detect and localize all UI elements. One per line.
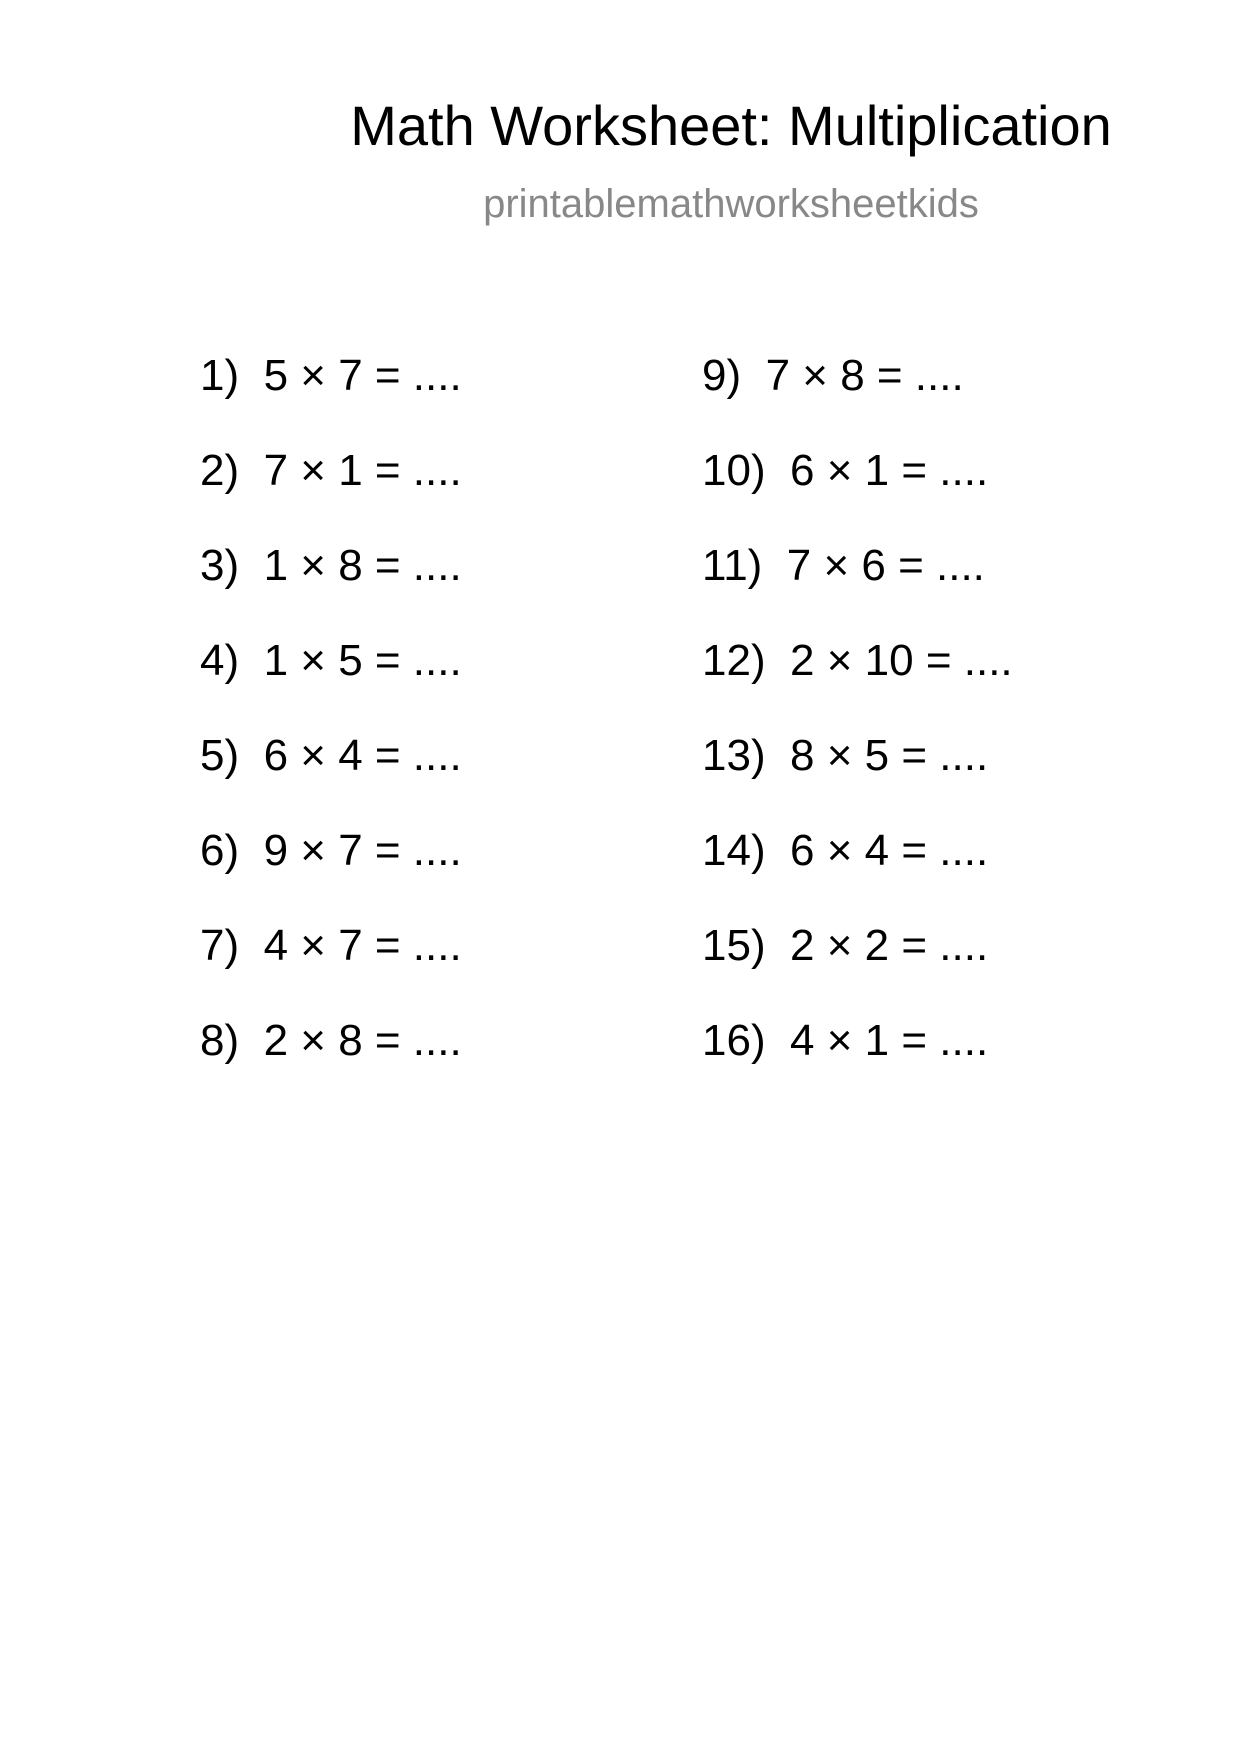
problem-item [200, 1015, 462, 1110]
problem-number: 16) [702, 1016, 766, 1065]
problem-item [702, 540, 1013, 635]
problem-expression: 7 × 8 = .... [765, 351, 964, 400]
problem-item [200, 635, 462, 730]
problem-item [702, 350, 1013, 445]
problem-number: 15) [702, 921, 766, 970]
problem-item [702, 445, 1013, 540]
worksheet-subtitle: printablemathworksheetkids [483, 182, 979, 226]
problem-item [702, 825, 1013, 920]
problem-expression: 1 × 5 = .... [263, 636, 462, 685]
problem-expression: 2 × 2 = .... [790, 921, 989, 970]
problem-expression: 6 × 4 = .... [263, 731, 462, 780]
problem-number: 11) [702, 541, 763, 590]
problem-expression: 4 × 7 = .... [263, 921, 462, 970]
problem-item [200, 445, 462, 540]
problem-item [702, 730, 1013, 825]
problem-item [702, 1015, 1013, 1110]
worksheet-title: Math Worksheet: Multiplication [350, 94, 1112, 157]
problem-number: 10) [702, 446, 766, 495]
problem-item [200, 350, 462, 445]
problem-column-left [200, 350, 462, 1110]
problem-number: 2) [200, 446, 240, 495]
problem-expression: 7 × 1 = .... [263, 446, 462, 495]
problem-number: 7) [200, 921, 240, 970]
problem-expression: 9 × 7 = .... [263, 826, 462, 875]
problem-item [200, 825, 462, 920]
problem-item [702, 920, 1013, 1015]
problem-number: 9) [702, 351, 742, 400]
problem-number: 6) [200, 826, 240, 875]
problem-number: 13) [702, 731, 766, 780]
problem-item [200, 730, 462, 825]
problem-expression: 7 × 6 = .... [786, 541, 985, 590]
problem-column-right [702, 350, 1013, 1110]
problem-item [200, 540, 462, 635]
problem-expression: 4 × 1 = .... [790, 1016, 989, 1065]
problem-number: 1) [200, 351, 240, 400]
problem-expression: 5 × 7 = .... [263, 351, 462, 400]
problem-expression: 6 × 1 = .... [790, 446, 989, 495]
problem-number: 12) [702, 636, 766, 685]
problem-expression: 6 × 4 = .... [790, 826, 989, 875]
problem-item [702, 635, 1013, 730]
problem-item [200, 920, 462, 1015]
problem-number: 5) [200, 731, 240, 780]
problem-expression: 8 × 5 = .... [790, 731, 989, 780]
problem-number: 8) [200, 1016, 240, 1065]
problem-expression: 2 × 8 = .... [263, 1016, 462, 1065]
problem-number: 14) [702, 826, 766, 875]
problem-number: 4) [200, 636, 240, 685]
problem-expression: 2 × 10 = .... [790, 636, 1013, 685]
problem-number: 3) [200, 541, 240, 590]
problem-expression: 1 × 8 = .... [263, 541, 462, 590]
